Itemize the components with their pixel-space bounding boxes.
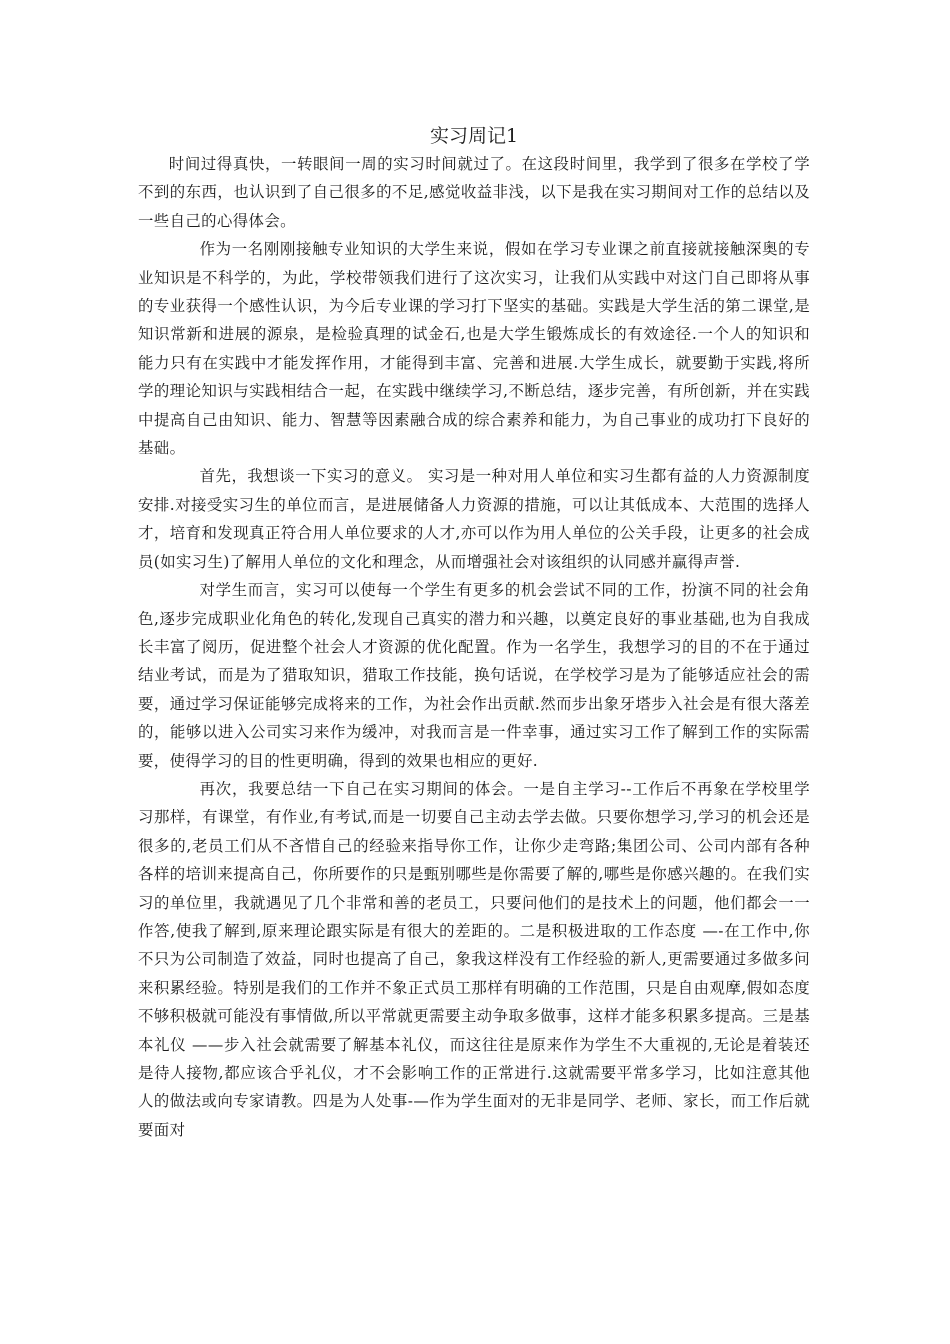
paragraph-student-benefits: 对学生而言，实习可以使每一个学生有更多的机会尝试不同的工作，扮演不同的社会角色,逐步完成职业化角色的转化,发现自己真实的潜力和兴趣，以奠定良好的事业基础,也为自我成长丰富了阅历，促进整个社会人才资源的优化配置。作为一名学生，我想学习的目的不在于通过结业考试，而是为了猎取知识，猎取工作技能，换句话说，在学校学习是为了能够适应社会的需要，通过学习保证能够完成将来的工作，为社会作出贡献.然而步出象牙塔步入社会是有很大落差的，能够以进入公司实习来作为缓冲，对我而言是一件幸事，通过实习工作了解到工作的实际需要，使得学习的目的性更明确，得到的效果也相应的更好. — [138, 581, 810, 770]
document-body — [138, 122, 810, 1144]
paragraph-internship-meaning: 首先，我想谈一下实习的意义。 实习是一种对用人单位和实习生都有益的人力资源制度安排.对接受实习生的单位而言，是进展储备人力资源的措施，可以让其低成本、大范围的选择人才，培育和发现真正符合用人单位要求的人才,亦可以作为用人单位的公关手段，让更多的社会成员(如实习生)了解用人单位的文化和理念，从而增强社会对该组织的认同感并赢得声誉. — [138, 467, 810, 571]
paragraph-practice-purpose: 作为一名刚刚接触专业知识的大学生来说，假如在学习专业课之前直接就接触深奥的专业知识是不科学的，为此，学校带领我们进行了这次实习，让我们从实践中对这门自己即将从事的专业获得一个感性认识，为今后专业课的学习打下坚实的基础。实践是大学生活的第二课堂,是知识常新和进展的源泉，是检验真理的试金石,也是大学生锻炼成长的有效途径.一个人的知识和能力只有在实践中才能发挥作用，才能得到丰富、完善和进展.大学生成长，就要勤于实践,将所学的理论知识与实践相结合一起，在实践中继续学习,不断总结，逐步完善，有所创新，并在实践中提高自己由知识、能力、智慧等因素融合成的综合素养和能力，为自己事业的成功打下良好的基础。 — [138, 240, 810, 458]
document-title: 实习周记1 — [429, 125, 519, 147]
paragraph-experience-summary: 再次，我要总结一下自己在实习期间的体会。一是自主学习--工作后不再象在学校里学习那样，有课堂，有作业,有考试,而是一切要自己主动去学去做。只要你想学习,学习的机会还是很多的,老员工们从不吝惜自己的经验来指导你工作，让你少走弯路;集团公司、公司内部有各种各样的培训来提高自己，你所要作的只是甄别哪些是你需要了解的,哪些是你感兴趣的。在我们实习的单位里，我就遇见了几个非常和善的老员工，只要问他们的是技术上的问题，他们都会一一作答,使我了解到,原来理论跟实际是有很大的差距的。二是积极进取的工作态度 —-在工作中,你不只为公司制造了效益，同时也提高了自己，象我这样没有工作经验的新人,更需要通过多做多问来积累经验。特别是我们的工作并不象正式员工那样有明确的工作范围，只是自由观摩,假如态度不够积极就可能没有事情做,所以平常就更需要主动争取多做事，这样才能多积累多提高。三是基本礼仪 ——步入社会就需要了解基本礼仪，而这往往是原来作为学生不大重视的,无论是着装还是待人接物,都应该合乎礼仪，才不会影响工作的正常进行.这就需要平常多学习，比如注意其他人的做法或向专家请教。四是为人处事-—作为学生面对的无非是同学、老师、家长，而工作后就要面对 — [138, 779, 810, 1139]
paragraph-intro: 时间过得真快，一转眼间一周的实习时间就过了。在这段时间里，我学到了很多在学校了学不到的东西，也认识到了自己很多的不足,感觉收益非浅，以下是我在实习期间对工作的总结以及一些自己的心得体会。 — [138, 155, 810, 230]
